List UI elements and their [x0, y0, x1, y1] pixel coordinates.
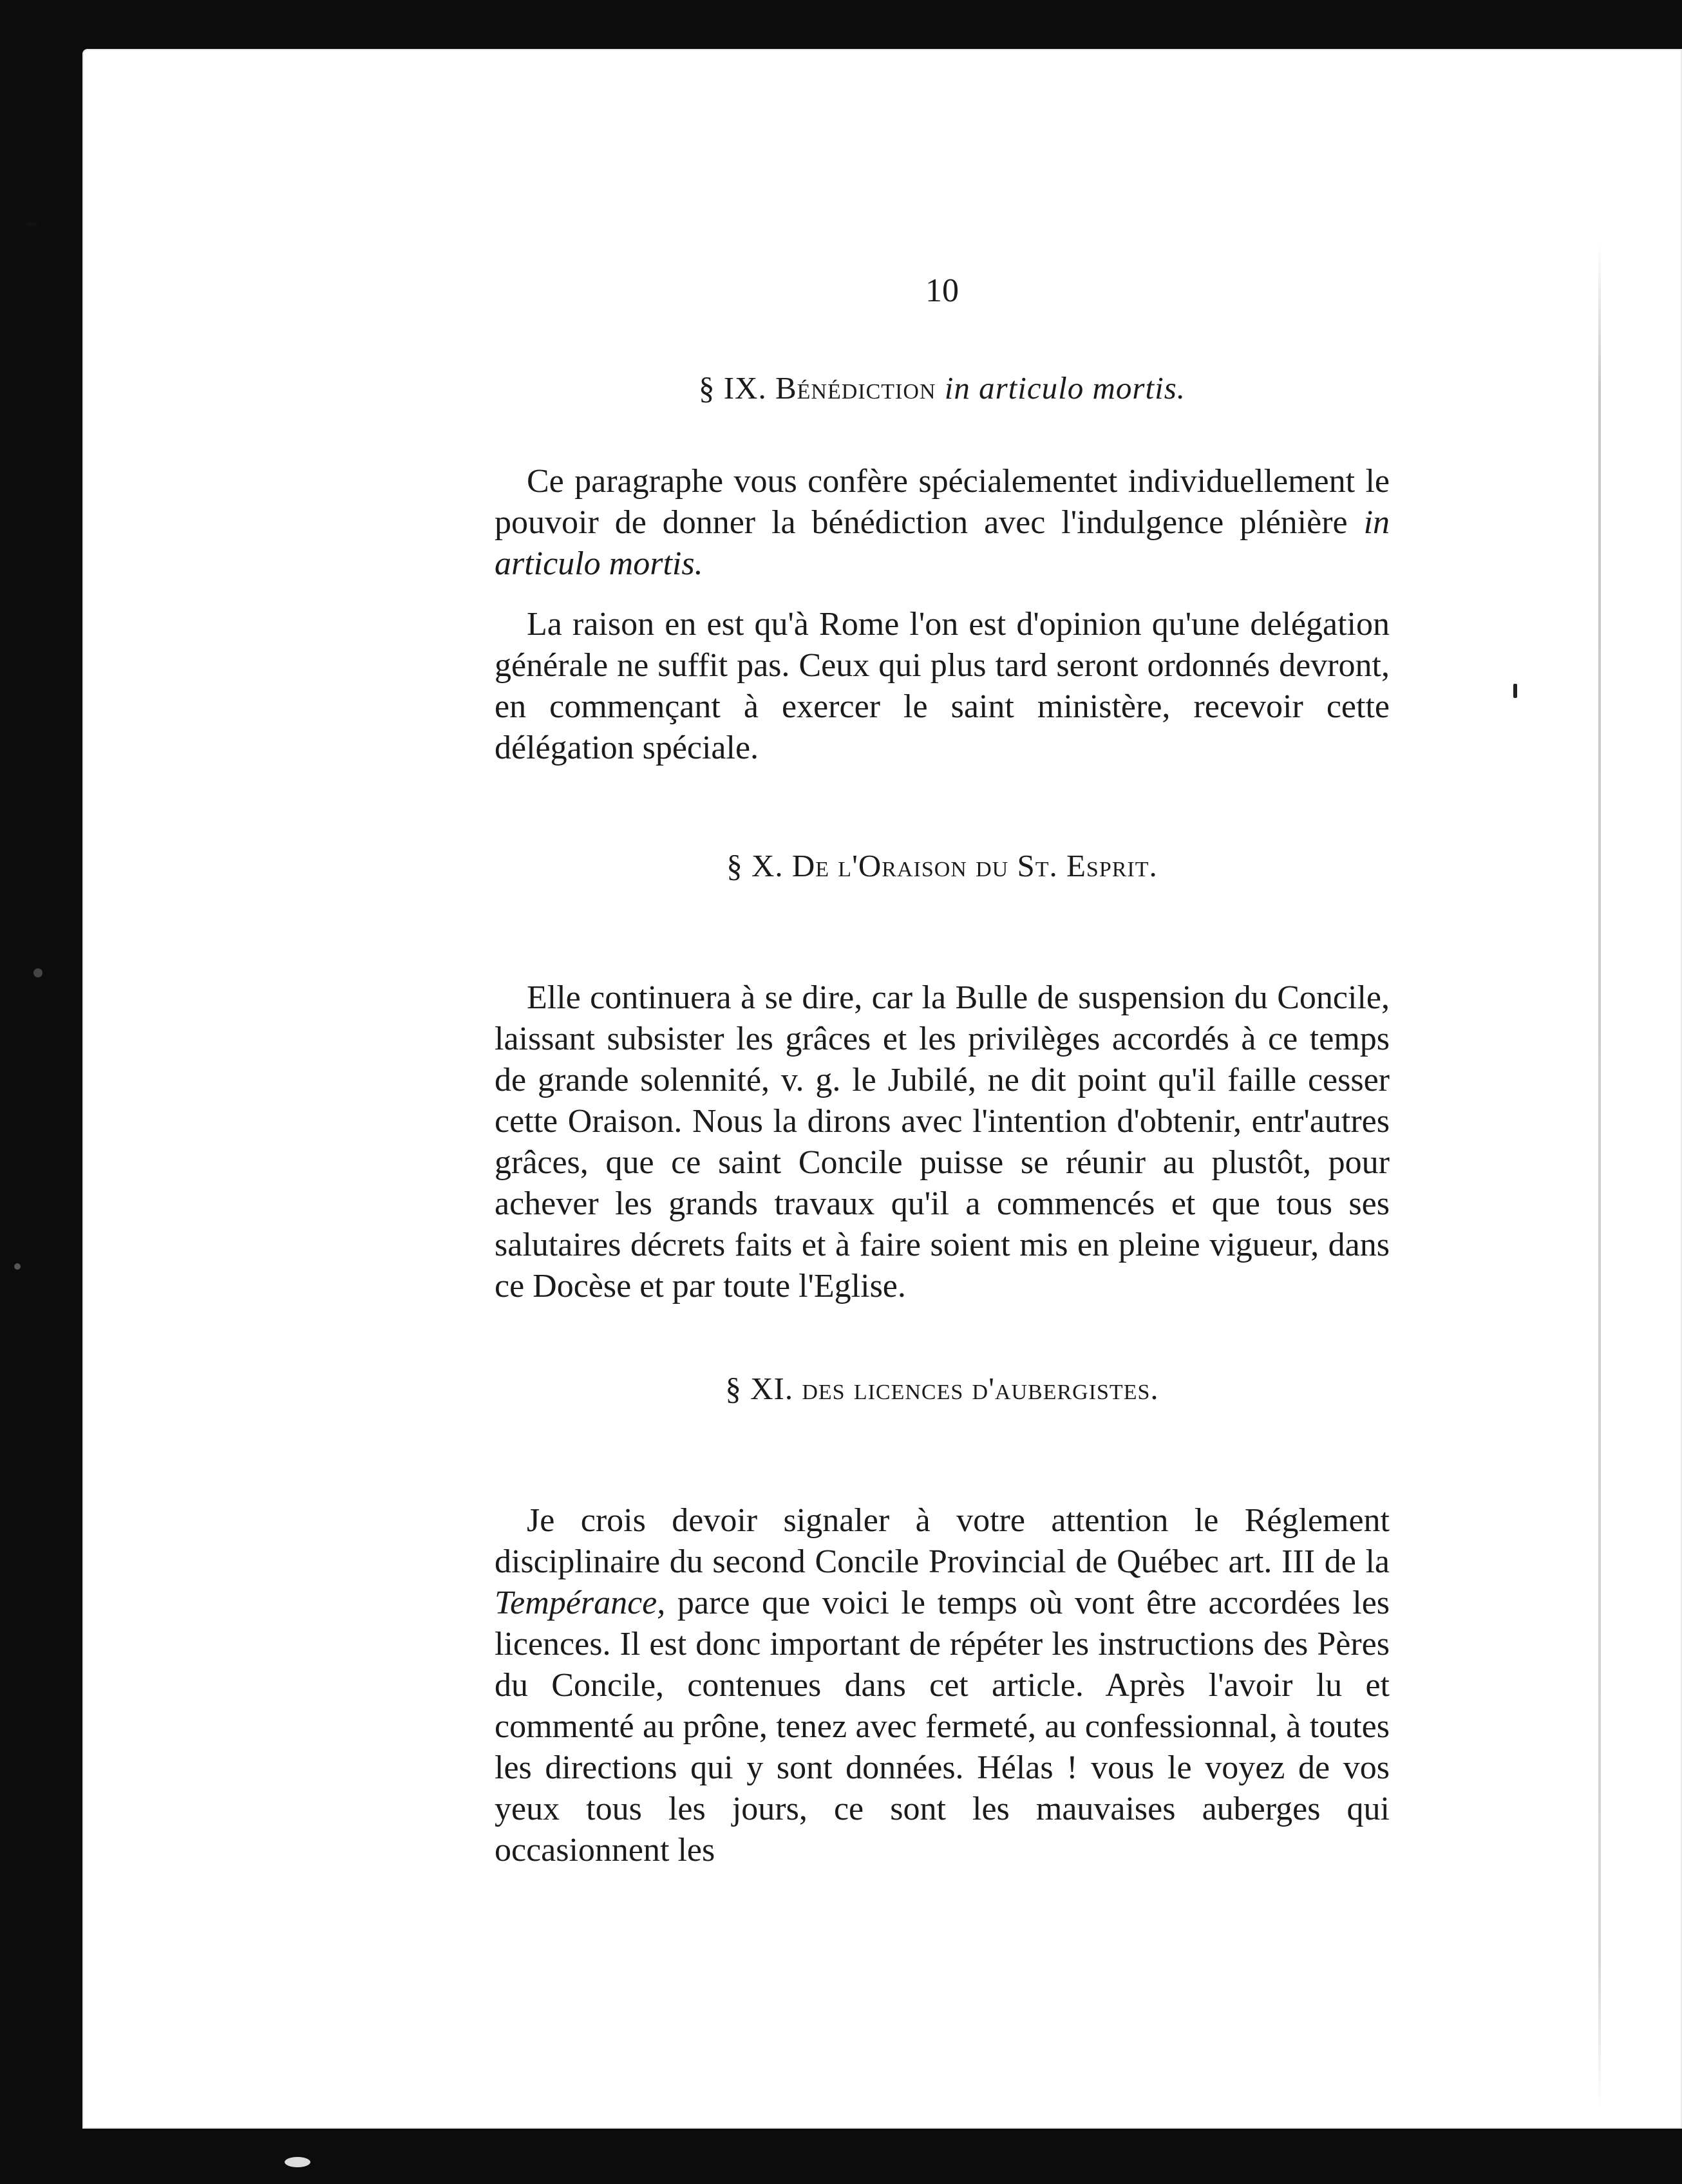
section-title: des licences d'aubergistes. [802, 1371, 1159, 1406]
paragraph: La raison en est qu'à Rome l'on est d'opinion qu'une delégation générale ne suffit pas. Ceux qui plus tard seront ordonnés devront, en commençant à exercer le saint ministère, recevoir cette délégation spéciale. [495, 606, 1390, 766]
section-heading-ix [495, 370, 1390, 406]
scan-speck [1513, 684, 1517, 698]
section-mark: § X. [726, 848, 784, 883]
section-mark: § IX. [698, 370, 767, 406]
section-title-italic: in articulo mortis. [944, 370, 1186, 406]
paragraph: Ce paragraphe vous confère spécialementet individuellement le pouvoir de donner la bénédiction avec l'indulgence plénière in articulo mortis. [495, 463, 1390, 582]
section-title: Bénédiction [775, 370, 936, 406]
scan-speck [26, 221, 37, 227]
italic-phrase: in articulo mortis. [495, 504, 1390, 582]
section-heading-xi [495, 1370, 1390, 1407]
scan-speck [33, 968, 43, 977]
section-heading-x [495, 847, 1390, 884]
scan-speck [285, 2157, 310, 2167]
paragraph: Elle continuera à se dire, car la Bulle de suspension du Concile, laissant subsister les grâces et les privilèges accordés à ce temps de grande solennité, v. g. le Jubilé, ne dit point qu'il faille cesser cette Oraison. Nous la dirons avec l'intention d'obtenir, entr'autres grâces, que ce saint Concile puisse se réunir au plustôt, pour achever les grands travaux qu'il a commencés et que tous ses salutaires décrets faits et à faire soient mis en pleine vigueur, dans ce Docèse et par toute l'Eglise. [495, 979, 1390, 1304]
section-mark: § XI. [725, 1371, 794, 1406]
italic-word: Tempérance, [495, 1585, 666, 1621]
page-fold-shadow [1598, 242, 1601, 2109]
page-number: 10 [925, 272, 959, 309]
paragraph: Je crois devoir signaler à votre attention le Réglement disciplinaire du second Concile Provincial de Québec art. III de la Tempérance, parce que voici le temps où vont être accordées les licences. Il est donc important de répéter les instructions des Pères du Concile, contenues dans cet article. Après l'avoir lu et commenté au prône, tenez avec fermeté, au confessionnal, à toutes les directions qui y sont données. Hélas ! vous le voyez de vos yeux tous les jours, ce sont les mauvaises auberges qui occasionnent les [495, 1502, 1390, 1869]
section-title: De l'Oraison du St. Esprit. [791, 848, 1158, 883]
document-page [82, 49, 1682, 2129]
scan-speck [14, 1263, 21, 1270]
